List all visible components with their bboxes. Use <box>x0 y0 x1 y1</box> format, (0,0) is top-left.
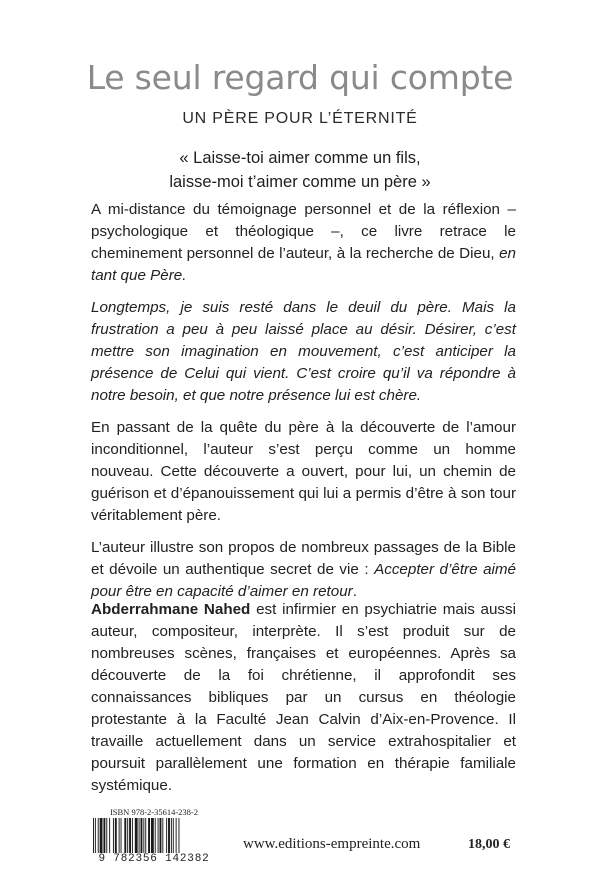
book-title: Le seul regard qui compte <box>86 58 514 97</box>
para1-text: A mi-distance du témoignage personnel et de la réflexion – psychologique et théologique –, ce livre retrace le cheminement personnel de l’auteur, à la recherche de Dieu, <box>91 201 516 262</box>
blurb-paragraph-2: Longtemps, je suis resté dans le deuil du père. Mais la frustration a peu à peu laissé place au désir. Désirer, c’est mettre son imagination en mouvement, c’est anticiper la présence de Celui qui vient. C’est croire qu’il va répondre à notre besoin, et que notre présence lui est chère. <box>91 299 516 404</box>
barcode-number: 9 782356 142382 <box>98 853 210 865</box>
blurb-paragraph-3: En passant de la quête du père à la découverte de l’amour inconditionnel, l’auteur s’est perçu comme un homme nouveau. Cette découverte a ouvert, pour lui, un chemin de guérison et d’épanouissement qui lui a permis d’être à son tour véritablement père. <box>91 419 516 524</box>
quote-line-2: laisse-moi t’aimer comme un père » <box>169 173 431 191</box>
quote-line-1: « Laisse-toi aimer comme un fils, <box>179 149 421 167</box>
epigraph-quote <box>0 146 600 194</box>
barcode-icon <box>93 818 215 853</box>
isbn-barcode-block <box>88 807 220 869</box>
blurb-paragraph-4 <box>91 537 516 603</box>
blurb-paragraph-1 <box>91 199 516 287</box>
price: 18,00 € <box>468 837 510 852</box>
publisher-website: www.editions-empreinte.com <box>243 836 421 852</box>
para4-end: . <box>352 583 357 600</box>
bio-paragraph <box>91 599 516 797</box>
isbn-label: ISBN 978-2-35614-238-2 <box>109 807 199 817</box>
para4-italic: Accepter d’être aimé pour être en capacité d’aimer en retour <box>91 561 516 600</box>
author-name: Abderrahmane Nahed <box>91 601 251 618</box>
bio-text: est infirmier en psychiatrie mais aussi auteur, compositeur, interprète. Il s’est produit sur de nombreuses scènes, françaises et européennes. Après sa découverte de la foi chrétienne, il approfondit ses connaissances bibliques par un cursus en théologie protestante à la Faculté Jean Calvin d’Aix-en-Provence. Il travaille actuellement dans un service extrahospitalier et poursuit parallèlement une formation en thérapie familiale systémique. <box>91 601 516 794</box>
blurb <box>91 199 516 613</box>
author-bio <box>91 599 516 807</box>
para4-text: L’auteur illustre son propos de nombreux passages de la Bible et dévoile un authentique secret de vie : <box>91 539 516 578</box>
book-subtitle: UN PÈRE POUR L’ÉTERNITÉ <box>182 110 418 127</box>
para1-italic: en tant que Père. <box>91 245 516 284</box>
